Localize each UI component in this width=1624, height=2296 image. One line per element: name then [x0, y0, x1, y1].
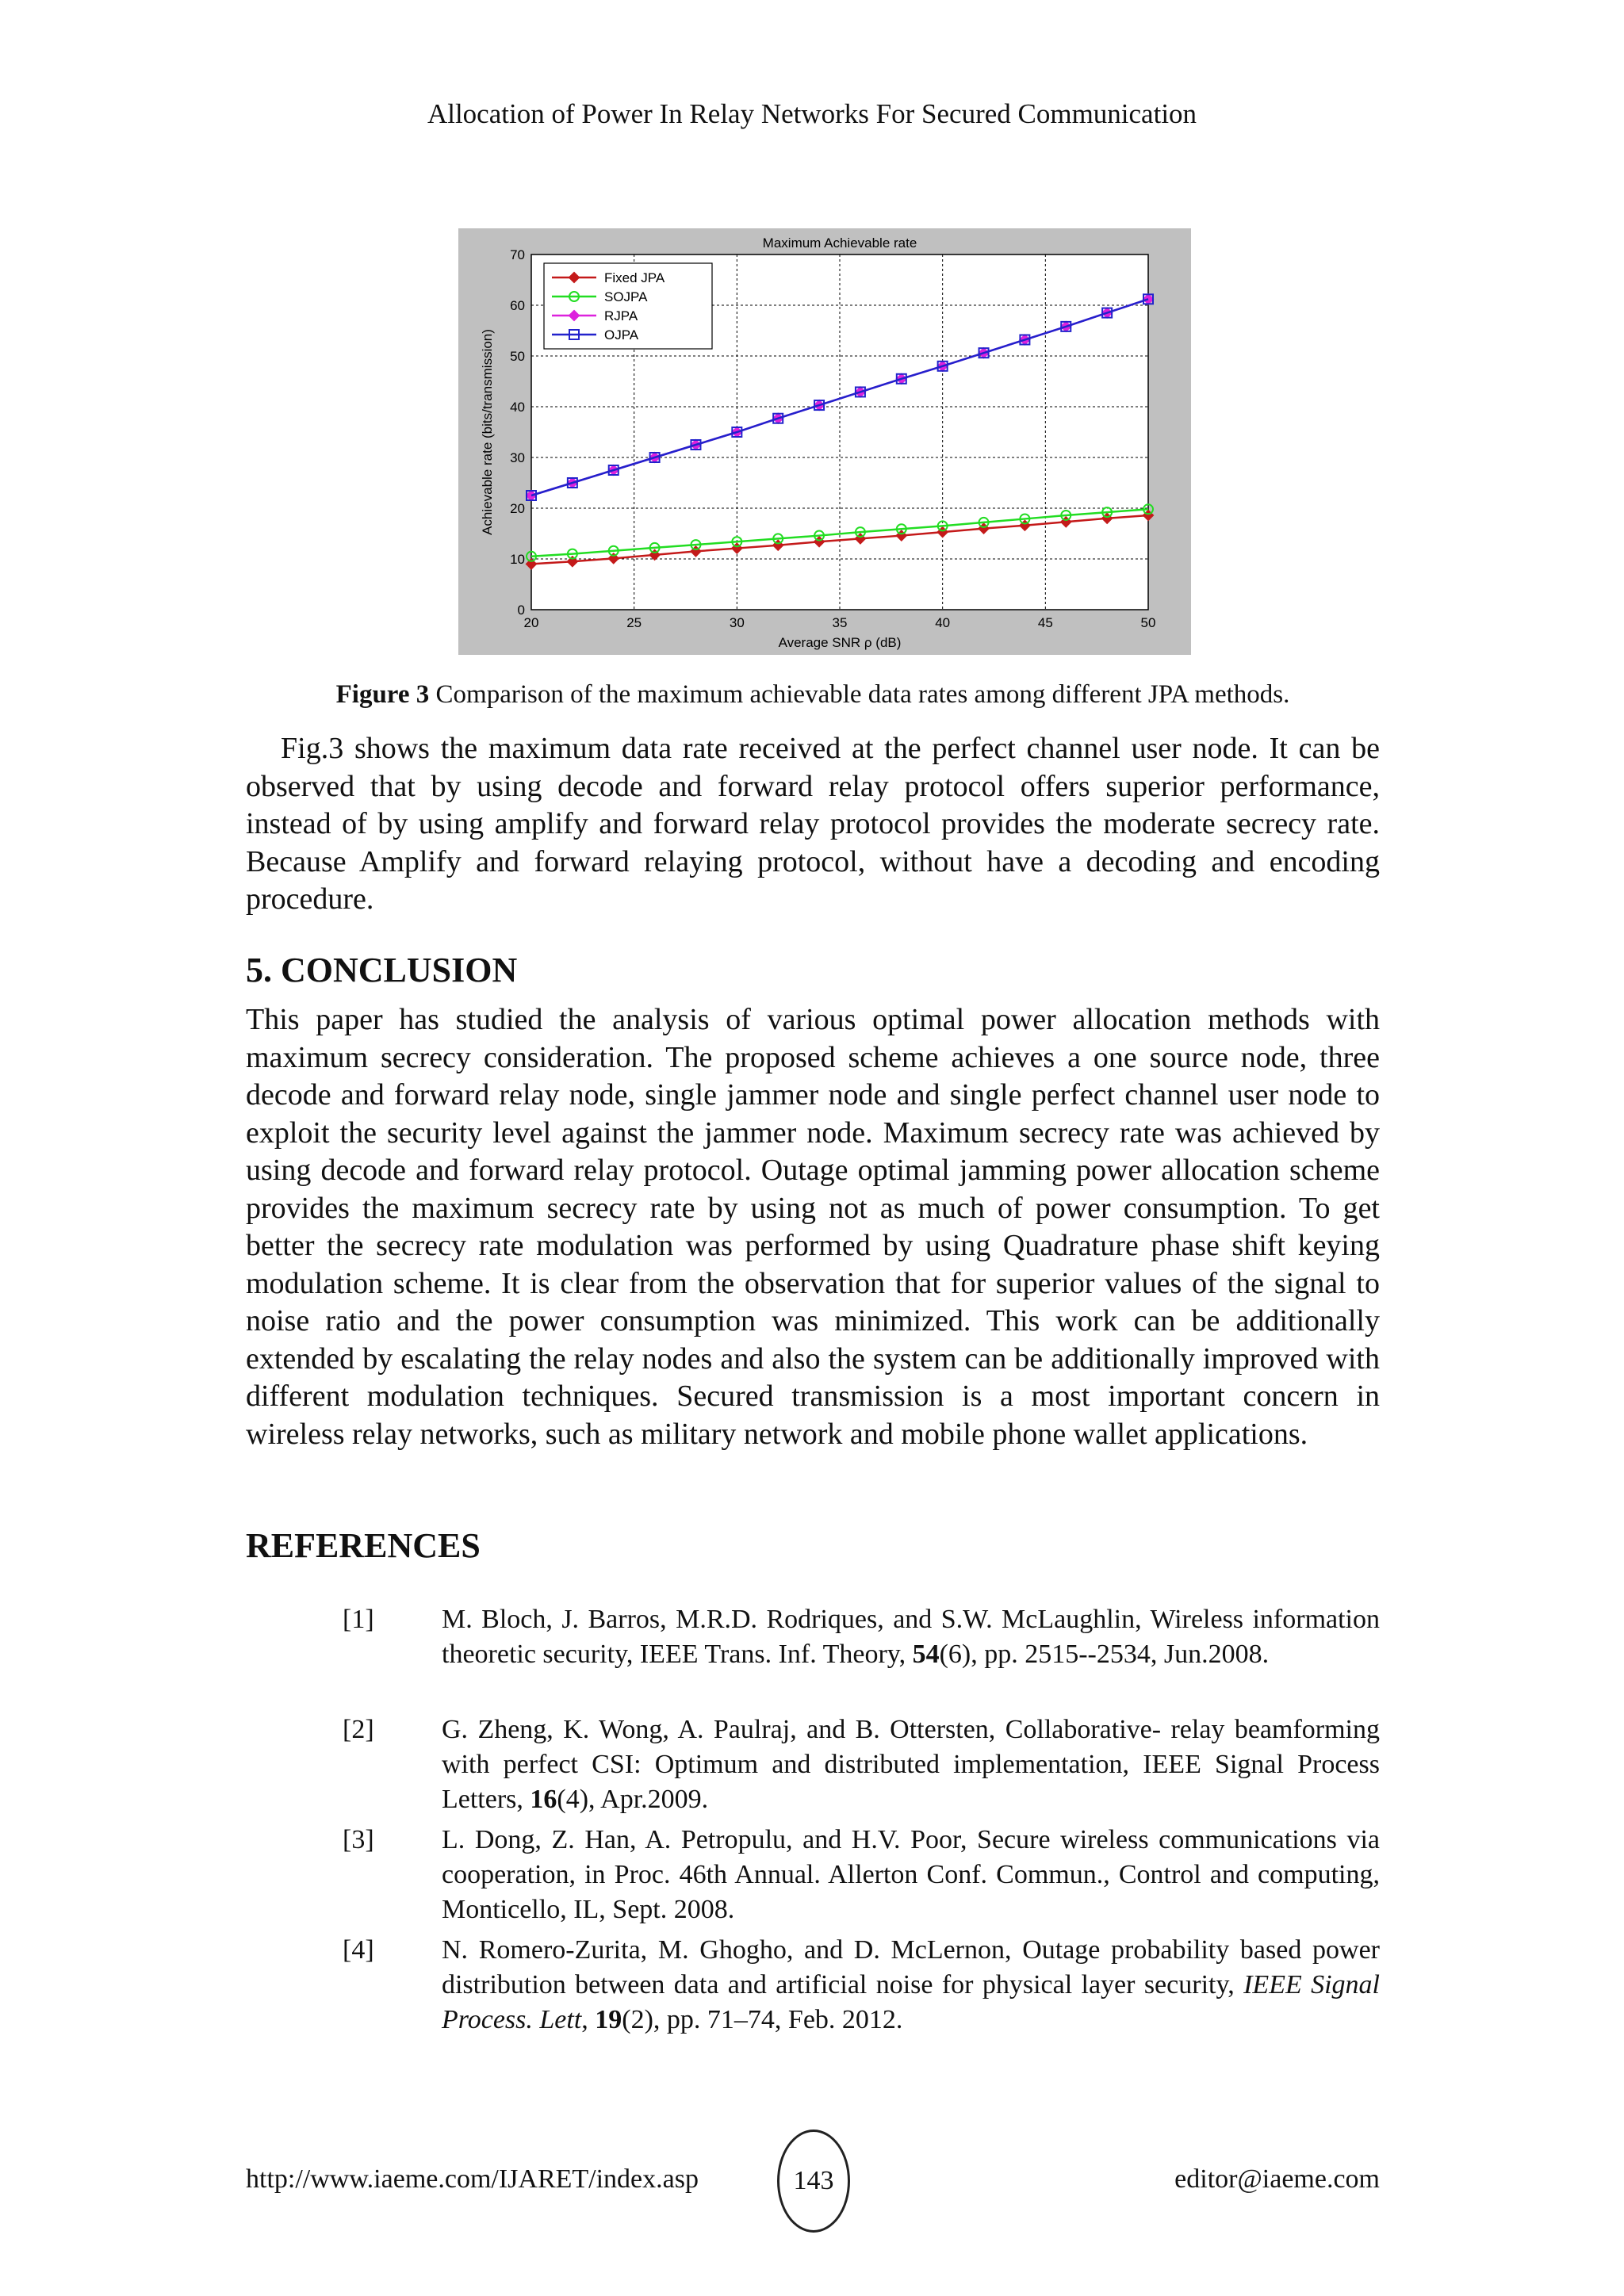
reference-text: [442, 1712, 1380, 1817]
chart-title: Maximum Achievable rate: [762, 235, 917, 251]
legend-label: Fixed JPA: [604, 270, 665, 285]
reference-item: [343, 1823, 1380, 1927]
y-tick-label: 30: [510, 450, 525, 465]
y-axis-label: Achievable rate (bits/transmission): [480, 329, 495, 535]
reference-tail: (6), pp. 2515--2534, Jun.2008.: [939, 1640, 1270, 1669]
reference-tail: (4), Apr.2009.: [557, 1785, 709, 1814]
reference-text: L. Dong, Z. Han, A. Petropulu, and H.V. Poor, Secure wireless communications via cooperation, in Proc. 46th Annual. Allerton Conf. Commun., Control and computing, Monticello, IL, Sept. 2008.: [442, 1825, 1380, 1924]
x-tick-label: 45: [1037, 615, 1053, 630]
conclusion-paragraph: This paper has studied the analysis of various optimal power allocation methods with maximum secrecy consideration. The proposed scheme achieves a one source node, three decode and forward relay node, single jammer node and single perfect channel user node to exploit the security level against the jammer node. Maximum secrecy rate was achieved by using decode and forward relay protocol. Outage optimal jamming power allocation scheme provides the maximum secrecy rate by using not as much of power consumption. To get better the secrecy rate modulation was performed by using Quadrature phase shift keying modulation scheme. It is clear from the observation that for superior values of the signal to noise ratio and the power consumption was minimized. This work can be additionally extended by escalating the relay nodes and also the system can be additionally improved with different modulation techniques. Secured transmission is a most important concern in wireless relay networks, such as military network and mobile phone wallet applications.: [246, 1003, 1380, 1451]
page-number: 143: [777, 2130, 850, 2233]
reference-item: [343, 1712, 1380, 1817]
conclusion-heading: 5. CONCLUSION: [246, 951, 518, 989]
caption-text: Comparison of the maximum achievable data rates among different JPA methods.: [429, 680, 1290, 709]
x-tick-label: 20: [523, 615, 539, 630]
reference-tail: (2), pp. 71–74, Feb. 2012.: [622, 2005, 903, 2034]
y-tick-label: 40: [510, 400, 525, 415]
figure-3: [458, 228, 1191, 655]
reference-number: [1]: [343, 1605, 374, 1634]
caption-label: Figure 3: [335, 680, 430, 709]
legend: [544, 263, 712, 349]
footer-url-link[interactable]: http://www.iaeme.com/IJARET/index.asp: [246, 2164, 699, 2194]
reference-text: [442, 1602, 1380, 1672]
y-tick-label: 0: [517, 603, 525, 618]
reference-item: [343, 1933, 1380, 2038]
running-head: Allocation of Power In Relay Networks For Secured Communication: [427, 98, 1197, 129]
results-paragraph: Fig.3 shows the maximum data rate received at the perfect channel user node. It can be observed that by using decode and forward relay protocol offers superior performance, instead of by using amplify and forward relay protocol provides the moderate secrecy rate. Because Amplify and forward relaying protocol, without have a decoding and encoding procedure.: [246, 732, 1380, 916]
y-tick-label: 20: [510, 501, 525, 516]
x-tick-label: 50: [1140, 615, 1156, 630]
reference-body: N. Romero-Zurita, M. Ghogho, and D. McLernon, Outage probability based power distribution between data and artificial noise for physical layer security,: [442, 1935, 1380, 1999]
references-heading: REFERENCES: [246, 1526, 481, 1565]
reference-body: M. Bloch, J. Barros, M.R.D. Rodriques, and S.W. McLaughlin, Wireless information theoretic security, IEEE Trans. Inf. Theory,: [442, 1605, 1380, 1669]
achievable-rate-chart: [458, 228, 1191, 655]
y-tick-label: 10: [510, 552, 525, 567]
legend-label: OJPA: [604, 327, 639, 342]
x-axis-label: Average SNR ρ (dB): [778, 635, 902, 650]
reference-volume: 54: [912, 1640, 940, 1669]
reference-volume: 16: [530, 1785, 557, 1814]
y-tick-label: 50: [510, 349, 525, 364]
x-tick-label: 25: [626, 615, 642, 630]
reference-text: [442, 1933, 1380, 2038]
x-tick-label: 35: [832, 615, 848, 630]
reference-separator: ,: [581, 2005, 596, 2034]
reference-volume: 19: [595, 2005, 622, 2034]
reference-number: [3]: [343, 1825, 374, 1854]
figure-caption: [246, 680, 1380, 710]
reference-journal: IEEE Signal Process. Lett: [442, 1970, 1380, 2034]
reference-item: [343, 1602, 1380, 1672]
footer-email-link[interactable]: editor@iaeme.com: [1174, 2164, 1380, 2194]
legend-label: RJPA: [604, 308, 638, 323]
y-tick-label: 60: [510, 298, 525, 313]
y-tick-label: 70: [510, 247, 525, 262]
legend-label: SOJPA: [604, 289, 648, 304]
reference-body: G. Zheng, K. Wong, A. Paulraj, and B. Ottersten, Collaborative- relay beamforming with perfect CSI: Optimum and distributed implementation, IEEE Signal Process Letters,: [442, 1715, 1380, 1814]
reference-number: [2]: [343, 1715, 374, 1744]
x-tick-label: 30: [729, 615, 745, 630]
x-tick-label: 40: [935, 615, 951, 630]
reference-number: [4]: [343, 1935, 374, 1965]
